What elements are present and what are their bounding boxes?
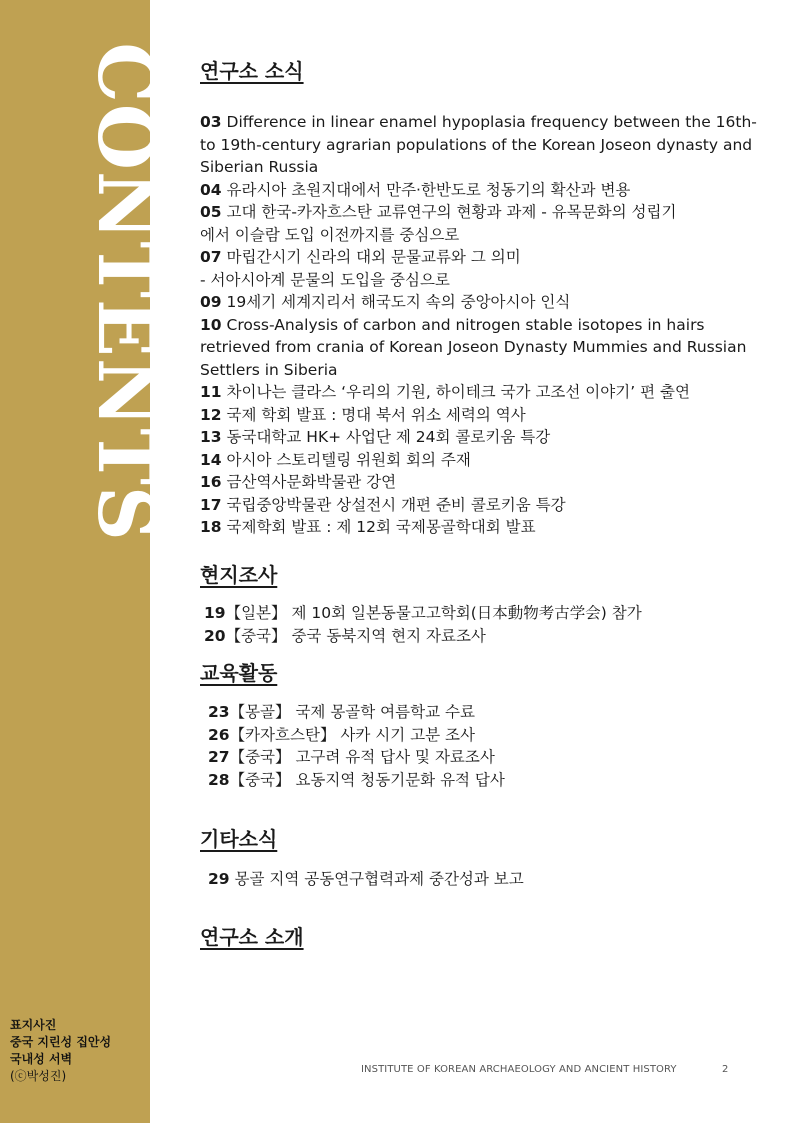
toc-entry[interactable]: 20【중국】 중국 동북지역 현지 자료조사 [204,626,486,645]
toc-entry[interactable]: 03 Difference in linear enamel hypoplasia frequency between the 16th-to 19th-century agrarian populations of the Korean Joseon dynasty and Siberian Russia [200,113,757,176]
toc-entry[interactable]: 05 고대 한국-카자흐스탄 교류연구의 현황과 과제 - 유목문화의 성립기에서 이슬람 도입 이전까지를 중심으로 [200,203,677,244]
field-list [204,602,642,647]
section-heading-other[interactable]: 기타소식 [200,827,278,851]
toc-entry[interactable]: 17 국립중앙박물관 상설전시 개편 준비 콜로키움 특강 [200,495,566,514]
section-heading-field[interactable]: 현지조사 [200,563,278,587]
toc-entry[interactable]: 18 국제학회 발표 : 제 12회 국제몽골학대회 발표 [200,518,536,536]
education-list [208,701,505,791]
footer-institute-name: INSTITUTE OF KOREAN ARCHAEOLOGY AND ANCIENT HISTORY [361,1064,677,1075]
news-list [200,111,760,539]
toc-entry[interactable]: 19【일본】 제 10회 일본동물고고학회(日本動物考古学会) 참가 [204,604,642,622]
section-heading-news[interactable]: 연구소 소식 [200,59,304,83]
toc-entry[interactable]: 10 Cross-Analysis of carbon and nitrogen stable isotopes in hairs retrieved from crania of Korean Joseon Dynasty Mummies and Russian Settlers in Siberia [200,315,747,379]
section-heading-intro[interactable]: 연구소 소개 [200,925,304,949]
section-news [200,58,304,84]
caption-subject: 국내성 서벽 [10,1052,73,1066]
toc-entry[interactable]: 09 19세기 세계지리서 해국도지 속의 중앙아시아 인식 [200,293,571,311]
caption-credit: (ⓒ박성진) [10,1069,67,1083]
toc-entry[interactable]: 13 동국대학교 HK+ 사업단 제 24회 콜로키움 특강 [200,428,551,446]
toc-entry[interactable]: 29 몽골 지역 공동연구협력과제 중간성과 보고 [208,870,524,888]
toc-entry[interactable]: 28【중국】 요동지역 청동기문화 유적 답사 [208,770,505,789]
toc-entry[interactable]: 14 아시아 스토리텔링 위원회 회의 주재 [200,450,471,469]
caption-location: 중국 지린성 집안성 [10,1035,112,1049]
cover-photo-caption [10,1017,111,1085]
toc-entry[interactable]: 11 차이나는 클라스 ‘우리의 기원, 하이테크 국가 고조선 이야기’ 편 출연 [200,383,690,401]
sidebar [0,0,170,1123]
toc-entry[interactable]: 26【카자흐스탄】 사카 시기 고분 조사 [208,725,475,744]
section-heading-education[interactable]: 교육활동 [200,661,278,685]
section-intro [200,924,304,950]
toc-entry[interactable]: 04 유라시아 초원지대에서 만주·한반도로 청동기의 확산과 변용 [200,180,631,199]
toc-entry[interactable]: 12 국제 학회 발표 : 명대 북서 위소 세력의 역사 [200,405,526,424]
section-education [200,660,277,686]
toc-entry-subtitle: - 서아시아계 문물의 도입을 중심으로 [200,270,450,289]
caption-label: 표지사진 [10,1018,57,1032]
toc-entry[interactable]: 23【몽골】 국제 몽골학 여름학교 수료 [208,703,475,721]
page-number: 2 [722,1064,729,1075]
toc-entry[interactable]: 07 마립간시기 신라의 대외 문물교류와 그 의미 - 서아시아계 문물의 도입을 중심으로 [200,248,521,289]
section-other [200,826,277,852]
toc-entry[interactable]: 16 금산역사문화박물관 강연 [200,473,397,491]
toc-entry[interactable]: 27【중국】 고구려 유적 답사 및 자료조사 [208,748,495,766]
section-field [200,562,277,588]
other-list [208,868,524,891]
contents-vertical-title: CONTENTS [81,42,170,542]
